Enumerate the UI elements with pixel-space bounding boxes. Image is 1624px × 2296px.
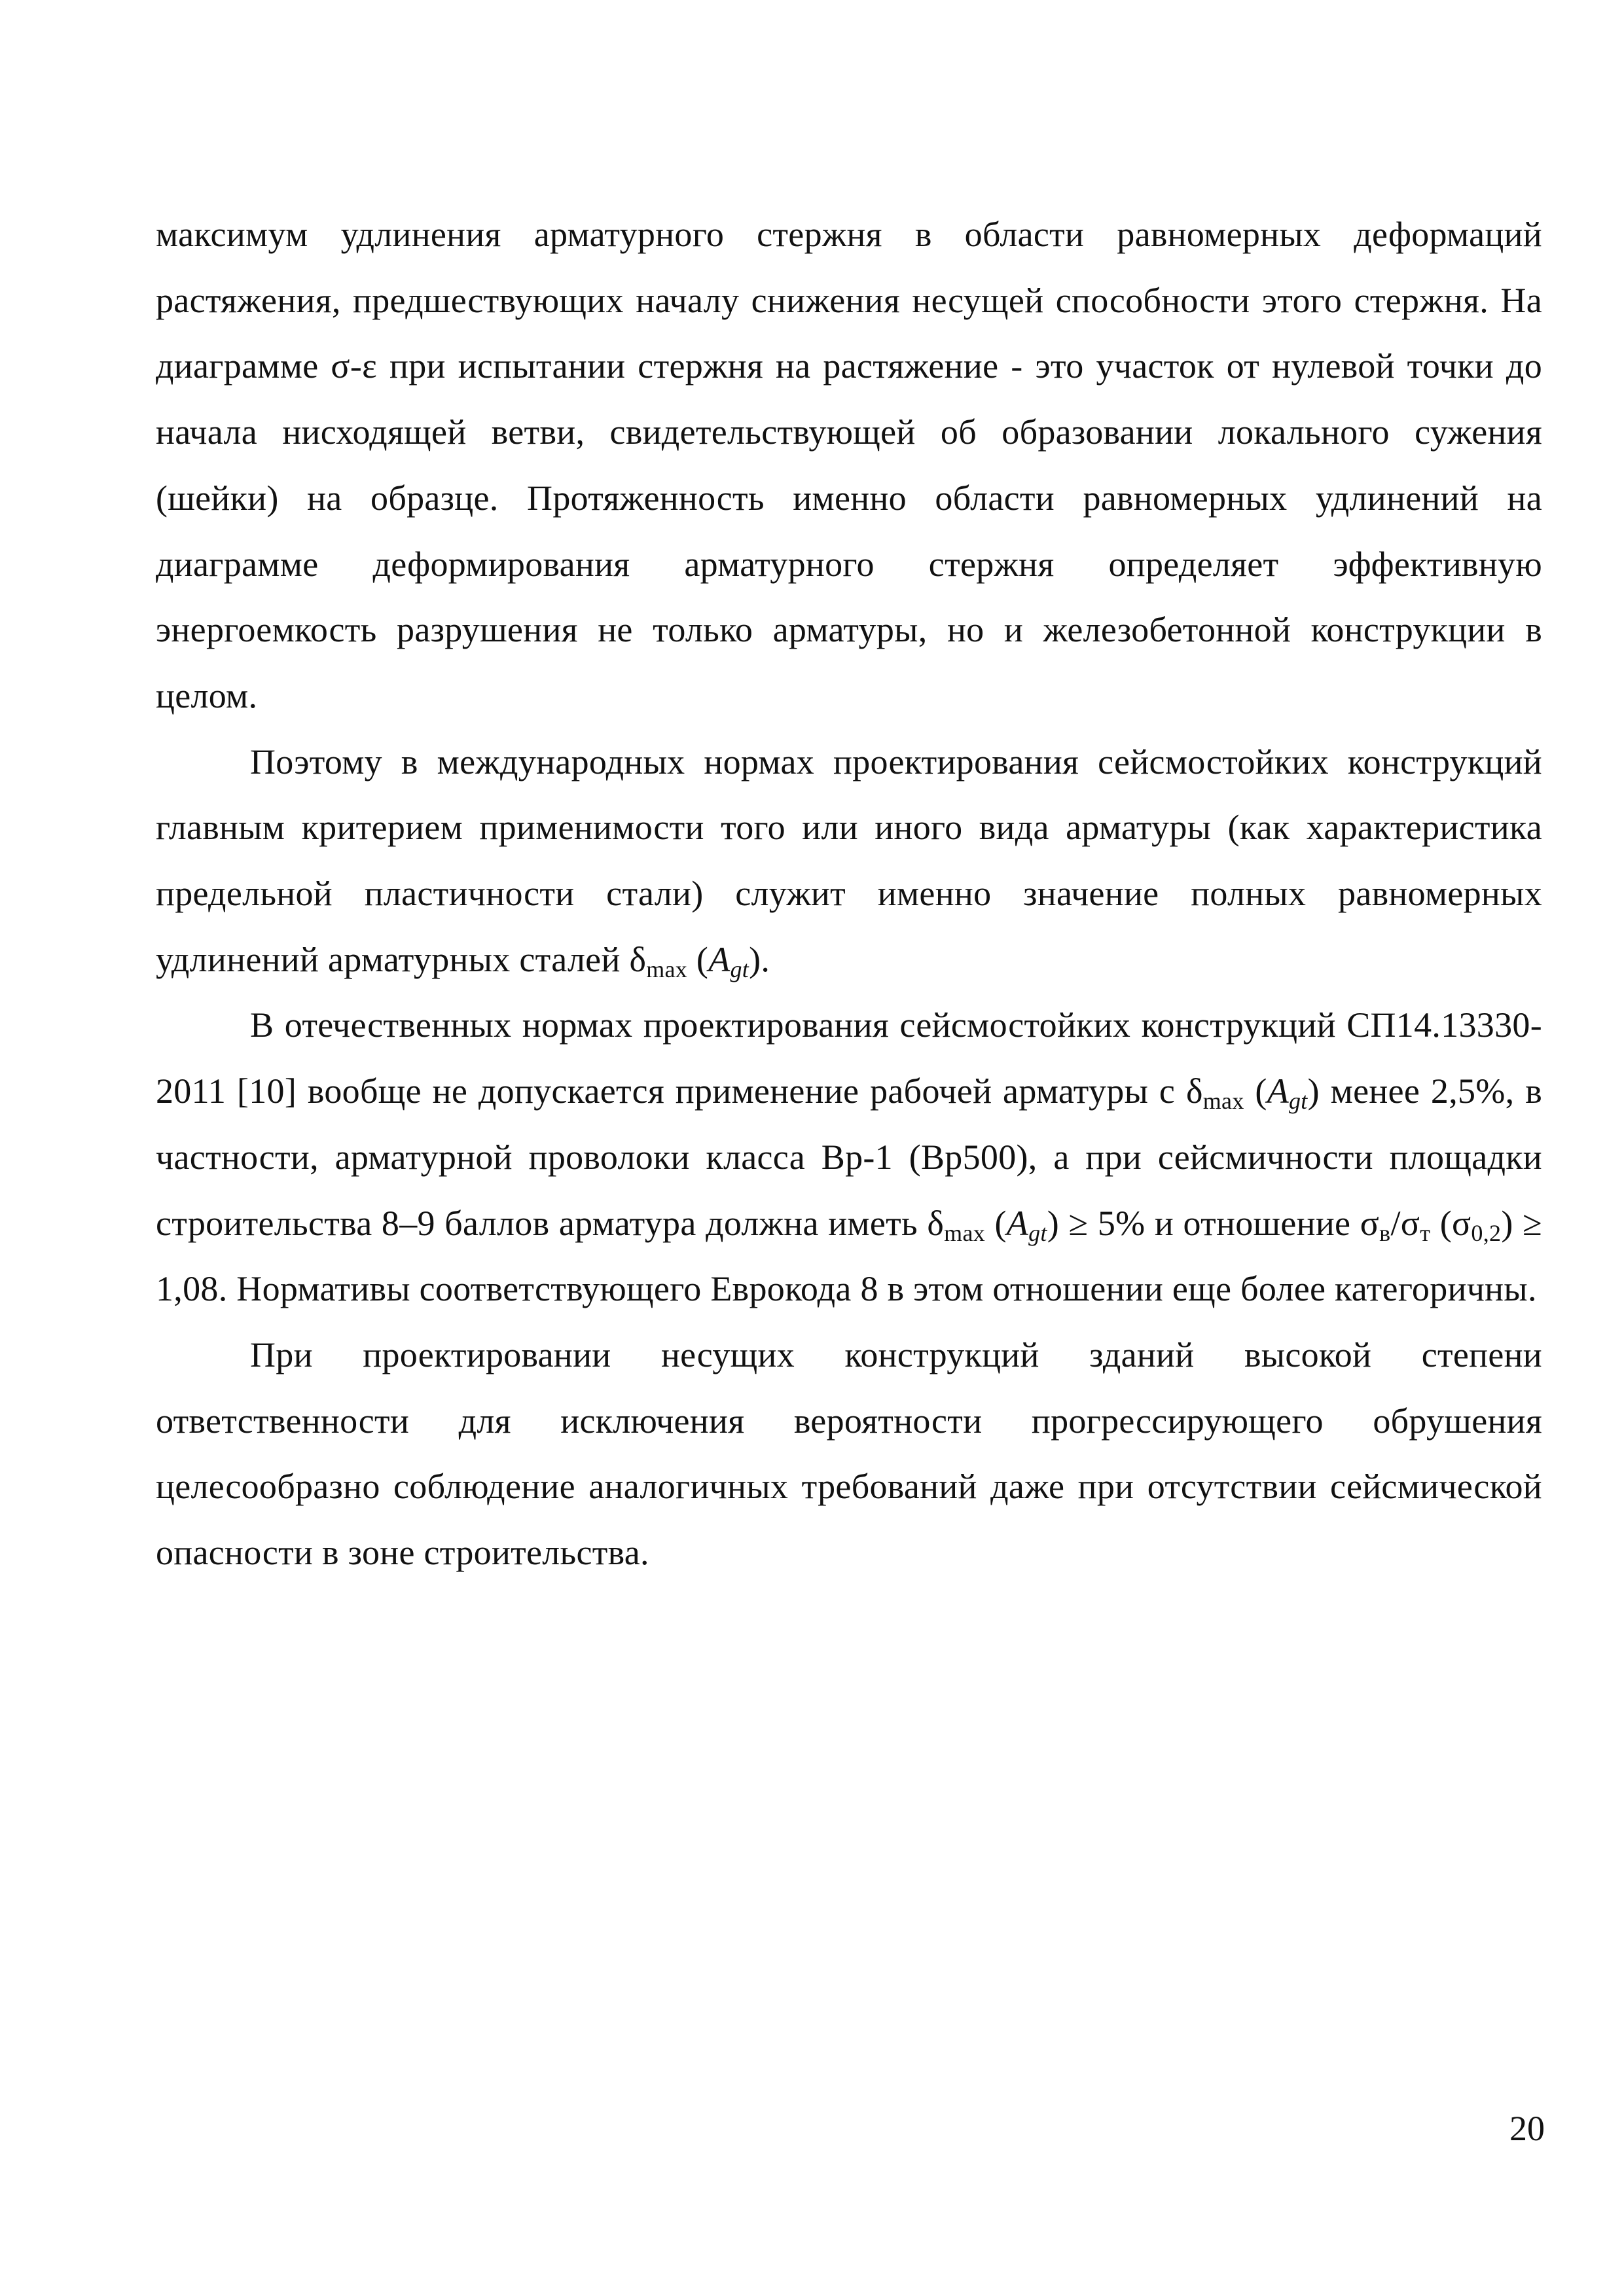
agt-symbol: A <box>708 939 731 979</box>
body-text <box>156 202 1542 1586</box>
delta-subscript: max <box>1202 1088 1244 1115</box>
paragraph-3-text-3: ) менее 2,5%, в частности, арматурной проволоки класса Вр-1 (Вр500), а при сейсмичности площадки строительства 8–9 баллов арматура должна иметь δ <box>156 1071 1542 1243</box>
page-number: 20 <box>1509 2109 1545 2148</box>
paragraph-3-text-5: ) ≥ 5% и отношение σ <box>1047 1203 1380 1243</box>
paragraph-3-text-7: (σ <box>1430 1203 1471 1243</box>
paragraph-3-text-1: В отечественных нормах проектирования сейсмостойких конструкций СП14.13330-2011 [10] вообще не допускается применение рабочей арматуры с δ <box>156 1005 1542 1111</box>
agt-subscript: gt <box>730 956 749 982</box>
agt-symbol: A <box>1006 1203 1029 1243</box>
sigma-subscript: т <box>1420 1219 1431 1246</box>
agt-subscript: gt <box>1028 1219 1047 1246</box>
agt-subscript: gt <box>1289 1088 1308 1115</box>
delta-subscript: max <box>646 956 688 982</box>
sigma-subscript: 0,2 <box>1471 1219 1502 1246</box>
paragraph-2 <box>156 729 1542 993</box>
paragraph-2-text-end: ). <box>749 939 770 979</box>
paragraph-2-text-mid: ( <box>687 939 709 979</box>
paragraph-3-text-8: ) ≥ 1,08. Нормативы соответствующего Еврокода 8 в этом отношении еще более категоричны. <box>156 1203 1542 1309</box>
paragraph-4-text: При проектировании несущих конструкций зданий высокой степени ответственности для исключения вероятности прогрессирующего обрушения целесообразно соблюдение аналогичных требований даже при отсутствии сейсмической опасности в зоне строительства. <box>156 1335 1542 1573</box>
paragraph-3-text-6: /σ <box>1390 1203 1420 1243</box>
agt-symbol: A <box>1267 1071 1289 1111</box>
delta-subscript: max <box>944 1219 986 1246</box>
paragraph-1 <box>156 202 1542 729</box>
paragraph-1-text: максимум удлинения арматурного стержня в области равномерных деформаций растяжения, предшествующих началу снижения несущей способности этого стержня. На диаграмме σ-ε при испытании стержня на растяжение - это участок от нулевой точки до начала нисходящей ветви, свидетельствующей об образовании локального сужения (шейки) на образце. Протяженность именно области равномерных удлинений на диаграмме деформирования арматурного стержня определяет эффективную энергоемкость разрушения не только арматуры, но и железобетонной конструкции в целом. <box>156 215 1542 715</box>
paragraph-3-text-2: ( <box>1244 1071 1267 1111</box>
paragraph-2-text: Поэтому в международных нормах проектирования сейсмостойких конструкций главным критерием применимости того или иного вида арматуры (как характеристика предельной пластичности стали) служит именно значение полных равномерных удлинений арматурных сталей δ <box>156 742 1542 979</box>
sigma-subscript: в <box>1379 1219 1391 1246</box>
paragraph-3 <box>156 992 1542 1322</box>
paragraph-4 <box>156 1322 1542 1586</box>
paragraph-3-text-4: ( <box>985 1203 1007 1243</box>
